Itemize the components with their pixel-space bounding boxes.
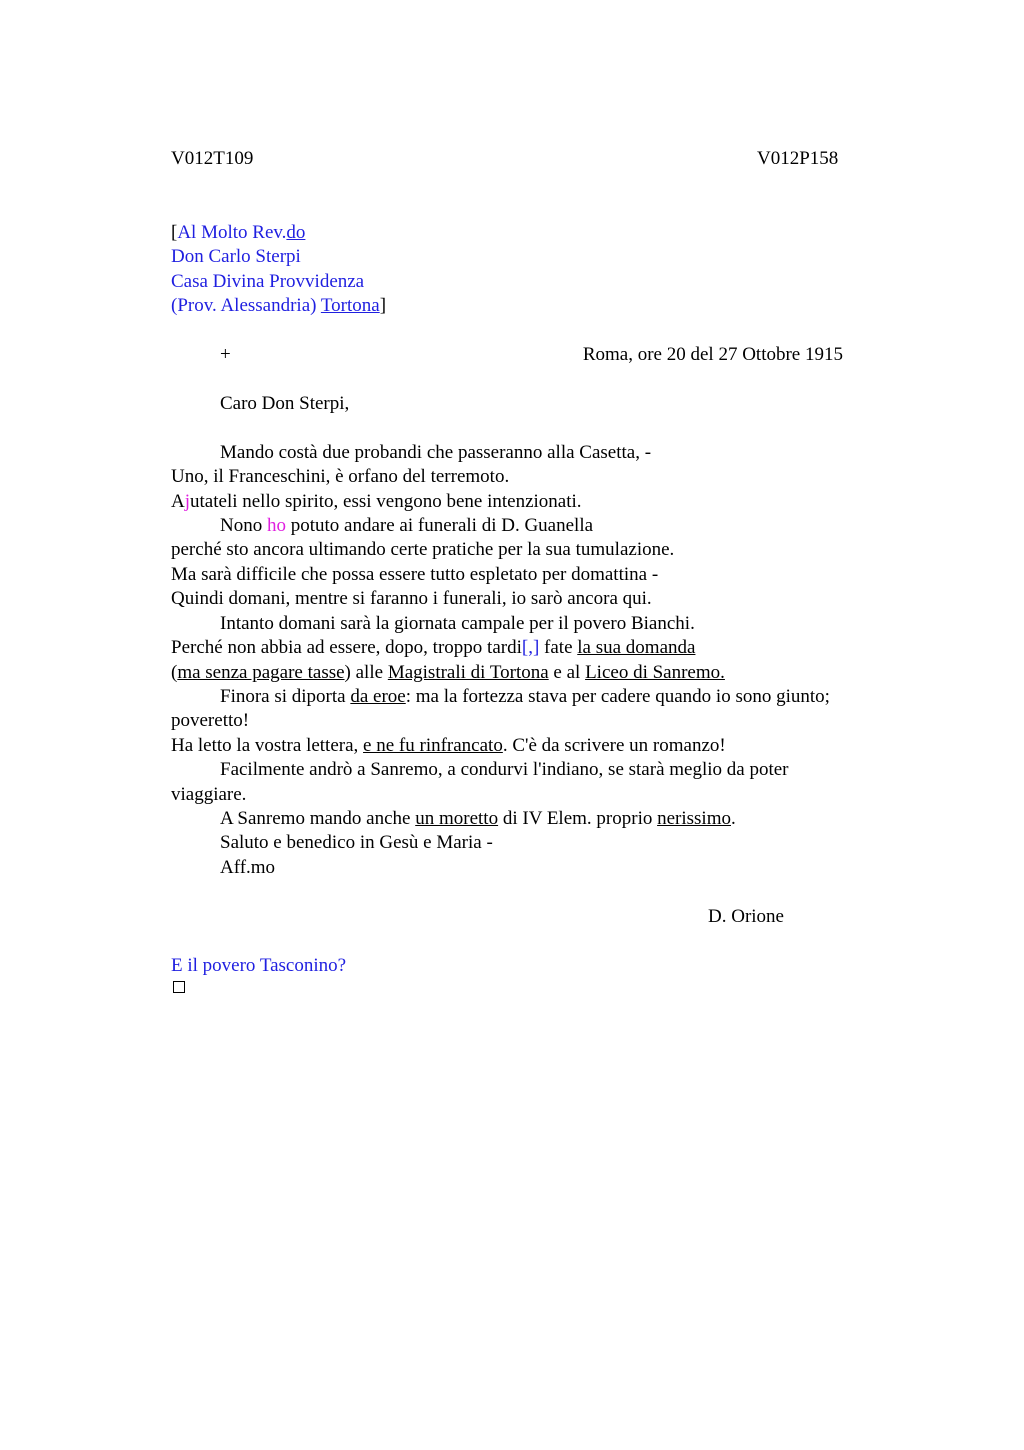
body-line-5: perché sto ancora ultimando certe pratiche per la sua tumulazione.	[171, 539, 675, 560]
address-title-suffix: do	[286, 222, 306, 243]
address-open-bracket: [	[171, 222, 178, 243]
body-line-7: Quindi domani, mentre si faranno i funerali, io sarò ancora qui.	[171, 588, 652, 609]
address-line-2: Don Carlo Sterpi	[171, 246, 301, 267]
body-line-6: Ma sarà difficile che possa essere tutto espletato per domattina -	[171, 564, 659, 585]
address-line-4	[171, 296, 386, 315]
body-text: ) alle	[344, 662, 388, 683]
address-province: (Prov. Alessandria)	[171, 295, 321, 316]
underlined-text: Liceo di Sanremo.	[585, 662, 725, 683]
address-line-1	[171, 223, 305, 242]
body-text: di IV Elem. proprio	[498, 808, 658, 829]
body-line-4	[220, 516, 593, 535]
body-text: e al	[548, 662, 586, 683]
body-line-9	[171, 638, 695, 657]
body-text: .	[731, 808, 736, 829]
body-line-3	[171, 492, 582, 511]
place-date: Roma, ore 20 del 27 Ottobre 1915	[582, 344, 843, 365]
body-text: Ha letto la vostra lettera,	[171, 735, 364, 756]
address-city: Tortona	[320, 295, 380, 316]
body-line-17: Saluto e benedico in Gesù e Maria -	[220, 832, 493, 853]
underlined-text: nerissimo	[657, 808, 731, 829]
checkbox-icon	[173, 981, 185, 993]
body-text: Perché non abbia ad essere, dopo, troppo tardi	[171, 637, 522, 658]
address-title: Al Molto Rev.	[177, 222, 287, 243]
body-text: Finora si diporta	[220, 686, 351, 707]
body-text: utateli nello spirito, essi vengono bene intenzionati.	[190, 491, 582, 512]
signature: D. Orione	[708, 906, 784, 927]
body-line-1: Mando costà due probandi che passeranno alla Casetta, -	[220, 442, 652, 463]
body-text: Nono	[220, 515, 267, 536]
document-code-left: V012T109	[171, 148, 254, 169]
body-line-13	[171, 736, 726, 755]
body-line-11	[220, 687, 830, 706]
underlined-text: da eroe	[350, 686, 406, 707]
body-text: . C'è da scrivere un romanzo!	[502, 735, 726, 756]
correction-mark: ho	[266, 515, 286, 536]
underlined-text: ma senza pagare tasse	[177, 662, 345, 683]
correction-mark: j	[184, 491, 191, 512]
body-text: A Sanremo mando anche	[220, 808, 416, 829]
underlined-text: un moretto	[415, 808, 499, 829]
cross-symbol: +	[220, 344, 231, 365]
body-text: potuto andare ai funerali di D. Guanella	[285, 515, 594, 536]
body-line-10	[171, 663, 725, 682]
document-code-right: V012P158	[757, 148, 839, 169]
address-line-3: Casa Divina Provvidenza	[171, 271, 365, 292]
underlined-text: Magistrali di Tortona	[387, 662, 549, 683]
body-line-15: viaggiare.	[171, 784, 247, 805]
address-close-bracket: ]	[379, 295, 387, 316]
body-text: (	[171, 662, 178, 683]
body-line-18: Aff.mo	[220, 857, 276, 878]
editorial-insertion: [,]	[521, 637, 540, 658]
underlined-text: la sua domanda	[577, 637, 696, 658]
body-line-12: poveretto!	[171, 710, 250, 731]
body-line-16	[220, 809, 736, 828]
salutation: Caro Don Sterpi,	[220, 393, 350, 414]
body-line-8: Intanto domani sarà la giornata campale per il povero Bianchi.	[220, 613, 695, 634]
postscript: E il povero Tasconino?	[171, 955, 347, 976]
body-text: fate	[539, 637, 578, 658]
body-line-2: Uno, il Franceschini, è orfano del terremoto.	[171, 466, 510, 487]
body-line-14: Facilmente andrò a Sanremo, a condurvi l'indiano, se starà meglio da poter	[220, 759, 789, 780]
body-text: : ma la fortezza stava per cadere quando io sono giunto;	[405, 686, 830, 707]
body-text: A	[171, 491, 185, 512]
underlined-text: e ne fu rinfrancato	[363, 735, 503, 756]
